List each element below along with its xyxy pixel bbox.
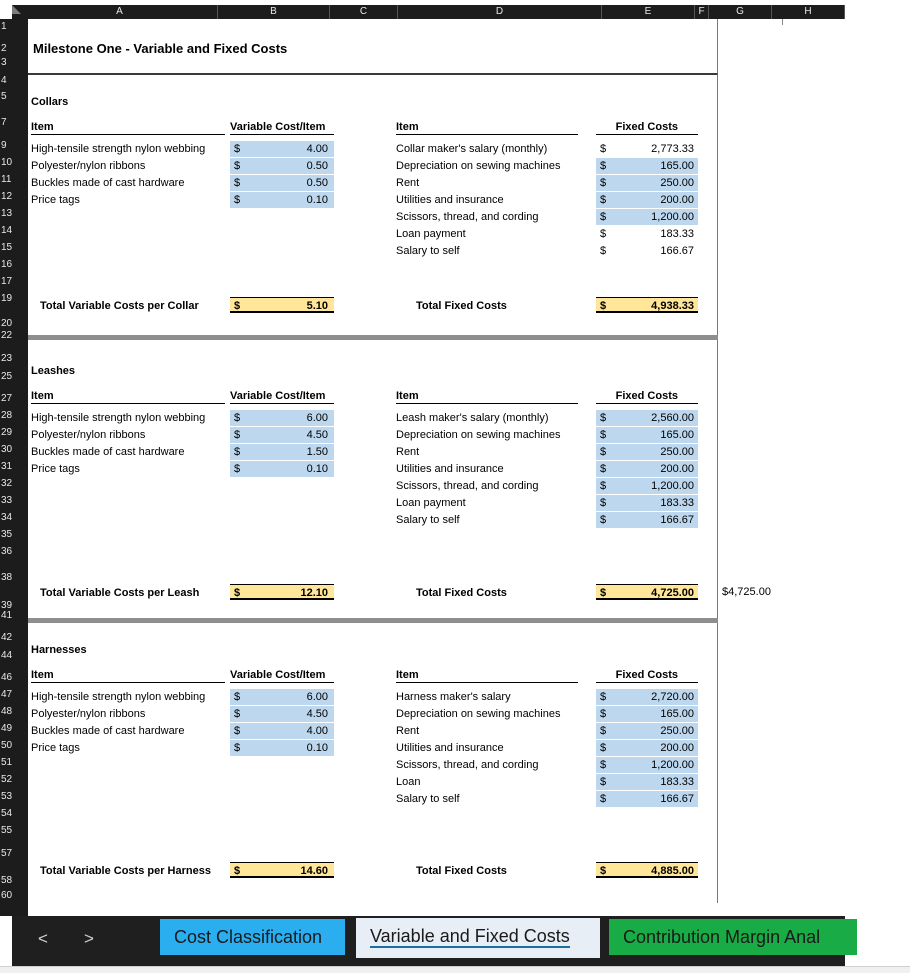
- row-header[interactable]: 7: [1, 117, 7, 128]
- fixed-item-value[interactable]: 200.00: [634, 461, 698, 477]
- var-cost-header: Variable Cost/Item: [230, 388, 334, 404]
- fixed-item-currency[interactable]: $: [596, 723, 634, 739]
- var-item-currency[interactable]: $: [230, 706, 262, 722]
- var-item-currency[interactable]: $: [230, 723, 262, 739]
- total-fixed-currency[interactable]: $: [596, 862, 634, 878]
- row-header[interactable]: 4: [1, 75, 7, 86]
- column-header-b[interactable]: B: [218, 5, 330, 19]
- fixed-item-value[interactable]: 183.33: [660, 228, 694, 240]
- row-header[interactable]: 34: [1, 512, 13, 523]
- row-header[interactable]: 2: [1, 43, 7, 54]
- fixed-item-value[interactable]: 165.00: [634, 427, 698, 443]
- var-item-currency[interactable]: $: [230, 410, 262, 426]
- total-variable-currency[interactable]: $: [230, 584, 262, 600]
- column-header-bar: [12, 5, 845, 19]
- fixed-cost-header: Fixed Costs: [596, 667, 698, 683]
- fixed-item-label[interactable]: Rent: [396, 446, 420, 458]
- row-header[interactable]: 36: [1, 546, 13, 557]
- total-fixed-value[interactable]: 4,885.00: [634, 862, 698, 878]
- fixed-item-currency[interactable]: $: [596, 791, 634, 807]
- row-header[interactable]: 53: [1, 791, 13, 802]
- var-item-header: Item: [31, 388, 225, 404]
- fixed-item-value[interactable]: 165.00: [634, 706, 698, 722]
- fixed-item-value[interactable]: 1,200.00: [634, 757, 698, 773]
- section-title: Leashes: [31, 365, 76, 377]
- fixed-item-label[interactable]: Loan: [396, 776, 421, 788]
- fixed-item-currency[interactable]: $: [596, 740, 634, 756]
- fixed-item-value[interactable]: 166.67: [660, 245, 694, 257]
- var-item-label[interactable]: Price tags: [31, 742, 80, 754]
- fixed-item-label[interactable]: Utilities and insurance: [396, 463, 504, 475]
- row-header[interactable]: 10: [1, 157, 13, 168]
- var-item-value[interactable]: 0.10: [262, 461, 334, 477]
- fixed-item-value[interactable]: 200.00: [634, 192, 698, 208]
- fixed-item-label[interactable]: Depreciation on sewing machines: [396, 429, 561, 441]
- row-header[interactable]: 44: [1, 650, 13, 661]
- total-variable-currency[interactable]: $: [230, 862, 262, 878]
- row-header[interactable]: 33: [1, 495, 13, 506]
- fixed-item-value[interactable]: 2,720.00: [634, 689, 698, 705]
- total-variable-currency[interactable]: $: [230, 297, 262, 313]
- row-header-strip: [0, 19, 28, 916]
- fixed-item-header: Item: [396, 388, 578, 404]
- tab-variable-and-fixed-costs[interactable]: [356, 918, 600, 958]
- fixed-item-value[interactable]: 2,560.00: [634, 410, 698, 426]
- fixed-item-currency[interactable]: $: [596, 427, 634, 443]
- row-header[interactable]: 11: [1, 174, 12, 185]
- fixed-item-value[interactable]: 165.00: [634, 158, 698, 174]
- total-variable-label: Total Variable Costs per Collar: [40, 300, 199, 312]
- column-header-d[interactable]: D: [398, 5, 602, 19]
- fixed-item-currency[interactable]: $: [596, 444, 634, 460]
- var-item-label[interactable]: High-tensile strength nylon webbing: [31, 691, 206, 703]
- fixed-item-currency[interactable]: $: [600, 143, 607, 155]
- row-header[interactable]: 17: [1, 276, 13, 287]
- fixed-cost-header: Fixed Costs: [596, 119, 698, 135]
- row-header[interactable]: 50: [1, 740, 13, 751]
- fixed-item-label[interactable]: Harness maker's salary: [396, 691, 511, 703]
- fixed-item-label[interactable]: Salary to self: [396, 514, 460, 526]
- total-variable-value[interactable]: 14.60: [262, 862, 334, 878]
- column-header-c[interactable]: C: [330, 5, 398, 19]
- tab-active-label: Variable and Fixed Costs: [370, 926, 570, 946]
- var-item-currency[interactable]: $: [230, 427, 262, 443]
- fixed-item-header: Item: [396, 119, 578, 135]
- row-header[interactable]: 47: [1, 689, 13, 700]
- var-item-currency[interactable]: $: [230, 192, 262, 208]
- row-header[interactable]: 49: [1, 723, 13, 734]
- row-header[interactable]: 35: [1, 529, 13, 540]
- row-header[interactable]: 5: [1, 91, 7, 102]
- fixed-item-value[interactable]: 200.00: [634, 740, 698, 756]
- fixed-item-currency[interactable]: $: [596, 175, 634, 191]
- fixed-item-label[interactable]: Utilities and insurance: [396, 194, 504, 206]
- tab-cost-classification[interactable]: Cost Classification: [160, 919, 345, 955]
- fixed-item-value[interactable]: 250.00: [634, 175, 698, 191]
- total-fixed-label: Total Fixed Costs: [416, 587, 507, 599]
- var-item-label[interactable]: Price tags: [31, 463, 80, 475]
- fixed-item-currency[interactable]: $: [596, 689, 634, 705]
- row-header[interactable]: 29: [1, 427, 13, 438]
- total-variable-label: Total Variable Costs per Leash: [40, 587, 200, 599]
- fixed-item-currency[interactable]: $: [596, 706, 634, 722]
- var-item-currency[interactable]: $: [230, 444, 262, 460]
- fixed-item-value[interactable]: 1,200.00: [634, 209, 698, 225]
- total-variable-value[interactable]: 5.10: [262, 297, 334, 313]
- var-item-value[interactable]: 0.50: [262, 175, 334, 191]
- column-header-h[interactable]: H: [772, 5, 845, 19]
- column-header-g[interactable]: G: [709, 5, 772, 19]
- row-header[interactable]: 13: [1, 208, 13, 219]
- column-header-a[interactable]: A: [22, 5, 218, 19]
- var-item-currency[interactable]: $: [230, 689, 262, 705]
- tab-contribution-margin[interactable]: Contribution Margin Anal: [609, 919, 857, 955]
- cell-g-value[interactable]: $4,725.00: [722, 586, 771, 598]
- fixed-item-label[interactable]: Loan payment: [396, 497, 466, 509]
- var-item-value[interactable]: 0.10: [262, 740, 334, 756]
- section-title: Collars: [31, 96, 69, 108]
- row-header[interactable]: 20: [1, 318, 13, 329]
- fixed-cost-header: Fixed Costs: [596, 388, 698, 404]
- row-header[interactable]: 60: [1, 890, 13, 901]
- row-header[interactable]: 51: [1, 757, 13, 768]
- fixed-item-value[interactable]: 250.00: [634, 444, 698, 460]
- fixed-item-label[interactable]: Depreciation on sewing machines: [396, 708, 561, 720]
- fixed-item-label[interactable]: Depreciation on sewing machines: [396, 160, 561, 172]
- row-header[interactable]: 23: [1, 353, 13, 364]
- var-cost-header: Variable Cost/Item: [230, 667, 334, 683]
- row-header[interactable]: 57: [1, 848, 13, 859]
- var-item-header: Item: [31, 667, 225, 683]
- total-fixed-label: Total Fixed Costs: [416, 300, 507, 312]
- fixed-item-label[interactable]: Utilities and insurance: [396, 742, 504, 754]
- var-item-label[interactable]: Polyester/nylon ribbons: [31, 160, 146, 172]
- fixed-item-label[interactable]: Collar maker's salary (monthly): [396, 143, 548, 155]
- row-header[interactable]: 1: [1, 21, 7, 32]
- fixed-item-label[interactable]: Scissors, thread, and cording: [396, 211, 539, 223]
- var-item-value[interactable]: 4.00: [262, 723, 334, 739]
- fixed-item-value[interactable]: 250.00: [634, 723, 698, 739]
- row-header[interactable]: 39: [1, 600, 13, 611]
- row-header[interactable]: 19: [1, 293, 13, 304]
- var-item-label[interactable]: Price tags: [31, 194, 80, 206]
- fixed-item-currency[interactable]: $: [596, 495, 634, 511]
- row-header[interactable]: 28: [1, 410, 13, 421]
- total-fixed-currency[interactable]: $: [596, 297, 634, 313]
- fixed-item-value[interactable]: 166.67: [634, 512, 698, 528]
- section-title: Harnesses: [31, 644, 87, 656]
- fixed-item-currency[interactable]: $: [600, 228, 607, 240]
- var-item-label[interactable]: Polyester/nylon ribbons: [31, 429, 146, 441]
- fixed-item-label[interactable]: Scissors, thread, and cording: [396, 480, 539, 492]
- fixed-item-currency[interactable]: $: [596, 410, 634, 426]
- fixed-item-currency[interactable]: $: [596, 209, 634, 225]
- var-item-label[interactable]: High-tensile strength nylon webbing: [31, 412, 206, 424]
- var-item-currency[interactable]: $: [230, 175, 262, 191]
- var-item-label[interactable]: Buckles made of cast hardware: [31, 725, 185, 737]
- var-item-value[interactable]: 6.00: [262, 689, 334, 705]
- split-marker: [782, 19, 783, 25]
- row-header[interactable]: 54: [1, 808, 13, 819]
- fixed-item-label[interactable]: Rent: [396, 177, 420, 189]
- row-header[interactable]: 55: [1, 825, 13, 836]
- row-header[interactable]: 38: [1, 572, 13, 583]
- tab-prev-icon[interactable]: <: [38, 929, 48, 948]
- var-item-value[interactable]: 1.50: [262, 444, 334, 460]
- row-header[interactable]: 30: [1, 444, 13, 455]
- fixed-item-currency[interactable]: $: [596, 757, 634, 773]
- total-fixed-value[interactable]: 4,725.00: [634, 584, 698, 600]
- var-item-label[interactable]: High-tensile strength nylon webbing: [31, 143, 206, 155]
- column-header-f[interactable]: F: [695, 5, 709, 19]
- sheet-tab-bar: [12, 916, 845, 966]
- fixed-item-label[interactable]: Leash maker's salary (monthly): [396, 412, 549, 424]
- var-item-currency[interactable]: $: [230, 141, 262, 157]
- row-header[interactable]: 22: [1, 330, 13, 341]
- total-fixed-value[interactable]: 4,938.33: [634, 297, 698, 313]
- fixed-item-currency[interactable]: $: [596, 461, 634, 477]
- row-header[interactable]: 41: [1, 610, 13, 621]
- row-header[interactable]: 52: [1, 774, 13, 785]
- fixed-item-currency[interactable]: $: [600, 245, 607, 257]
- fixed-item-label[interactable]: Salary to self: [396, 793, 460, 805]
- row-header[interactable]: 31: [1, 461, 13, 472]
- fixed-item-value[interactable]: 1,200.00: [634, 478, 698, 494]
- row-header[interactable]: 42: [1, 632, 13, 643]
- total-fixed-currency[interactable]: $: [596, 584, 634, 600]
- var-item-value[interactable]: 0.10: [262, 192, 334, 208]
- var-item-currency[interactable]: $: [230, 158, 262, 174]
- var-item-currency[interactable]: $: [230, 740, 262, 756]
- var-item-value[interactable]: 4.50: [262, 427, 334, 443]
- fixed-item-currency[interactable]: $: [596, 478, 634, 494]
- fixed-item-currency[interactable]: $: [596, 512, 634, 528]
- fixed-item-header: Item: [396, 667, 578, 683]
- row-header[interactable]: 16: [1, 259, 13, 270]
- var-item-value[interactable]: 4.50: [262, 706, 334, 722]
- fixed-item-value[interactable]: 183.33: [634, 774, 698, 790]
- var-item-value[interactable]: 6.00: [262, 410, 334, 426]
- fixed-item-value[interactable]: 183.33: [634, 495, 698, 511]
- fixed-item-currency[interactable]: $: [596, 774, 634, 790]
- column-header-e[interactable]: E: [602, 5, 695, 19]
- row-header[interactable]: 3: [1, 57, 7, 68]
- fixed-item-currency[interactable]: $: [596, 192, 634, 208]
- row-header[interactable]: 25: [1, 371, 13, 382]
- row-header[interactable]: 14: [1, 225, 13, 236]
- row-header[interactable]: 15: [1, 242, 13, 253]
- row-header[interactable]: 46: [1, 672, 13, 683]
- total-variable-value[interactable]: 12.10: [262, 584, 334, 600]
- total-fixed-label: Total Fixed Costs: [416, 865, 507, 877]
- row-header[interactable]: 58: [1, 875, 13, 886]
- fixed-item-label[interactable]: Scissors, thread, and cording: [396, 759, 539, 771]
- page-title: Milestone One - Variable and Fixed Costs: [33, 41, 288, 56]
- var-item-header: Item: [31, 119, 225, 135]
- row-header[interactable]: 48: [1, 706, 13, 717]
- total-variable-label: Total Variable Costs per Harness: [40, 865, 211, 877]
- tab-next-icon[interactable]: >: [84, 929, 94, 948]
- fixed-item-label[interactable]: Salary to self: [396, 245, 460, 257]
- fixed-item-currency[interactable]: $: [596, 158, 634, 174]
- var-cost-header: Variable Cost/Item: [230, 119, 334, 135]
- fixed-item-label[interactable]: Loan payment: [396, 228, 466, 240]
- status-strip: [0, 966, 910, 973]
- fixed-item-value[interactable]: 2,773.33: [651, 143, 694, 155]
- row-header[interactable]: 9: [1, 140, 7, 151]
- var-item-label[interactable]: Polyester/nylon ribbons: [31, 708, 146, 720]
- row-header[interactable]: 27: [1, 393, 13, 404]
- row-header[interactable]: 12: [1, 191, 13, 202]
- select-all-corner[interactable]: [12, 5, 21, 14]
- var-item-label[interactable]: Buckles made of cast hardware: [31, 177, 185, 189]
- var-item-value[interactable]: 4.00: [262, 141, 334, 157]
- var-item-currency[interactable]: $: [230, 461, 262, 477]
- fixed-item-value[interactable]: 166.67: [634, 791, 698, 807]
- var-item-value[interactable]: 0.50: [262, 158, 334, 174]
- row-header[interactable]: 32: [1, 478, 13, 489]
- fixed-item-label[interactable]: Rent: [396, 725, 420, 737]
- var-item-label[interactable]: Buckles made of cast hardware: [31, 446, 185, 458]
